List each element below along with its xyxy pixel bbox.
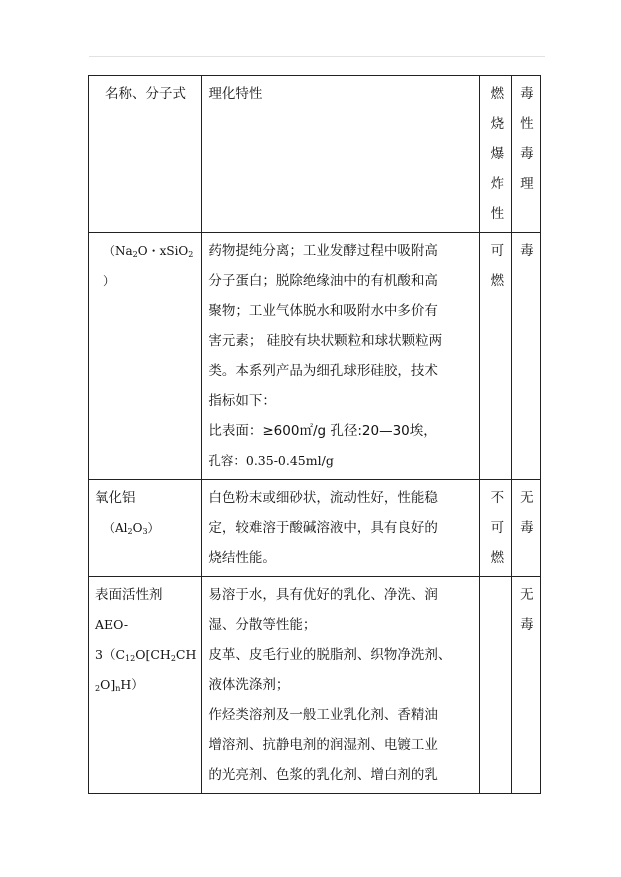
row-name-formula: 表面活性剂 AEO- $3(C_{12}O[CH_2CH$ $_2O]_nH$）: [89, 577, 202, 794]
row-flammability: [480, 577, 512, 794]
chemical-formula: $(Al_2O_3)$: [103, 521, 160, 536]
header-flammability: 燃烧 爆炸 性: [480, 76, 512, 233]
row-name-formula: （$Na_2O$・xSiO$_2$ ）: [89, 233, 202, 480]
table-row: [89, 577, 541, 794]
header-property: 理化特性: [202, 76, 480, 233]
header-name-formula: 名称、分子式: [89, 76, 202, 233]
table-row: [89, 233, 541, 480]
row-property: 药物提纯分离；工业发酵过程中吸附高 分子蛋白；脱除绝缘油中的有机酸和高 聚物；工业气体脱水和吸附水中多价有 害元素； 硅胶有块状颗粒和球状颗粒两 类。本系列产品为细孔球形硅胶，技术 指标如下： 比表面：≥600㎡/g 孔径:20—30埃， 孔容：0.35-0.45ml/g: [202, 233, 480, 480]
chemical-formula: （$Na_2O$・xSiO$_2$: [103, 244, 194, 259]
table-header-row: [89, 76, 541, 233]
chemical-properties-table: [88, 75, 541, 794]
row-flammability: 可 燃: [480, 233, 512, 480]
header-toxicity: 毒 性 毒 理: [512, 76, 541, 233]
row-property: 白色粉末或细砂状，流动性好，性能稳 定，较难溶于酸碱溶液中，具有良好的 烧结性能。: [202, 480, 480, 577]
row-name-formula: 氧化铝 $(Al_2O_3)$: [89, 480, 202, 577]
row-property: 易溶于水，具有优好的乳化、净洗、润 湿、分散等性能； 皮革、皮毛行业的脱脂剂、织物净洗剂、 液体洗涤剂； 作烃类溶剂及一般工业乳化剂、香精油 增溶剂、抗静电剂的润湿剂、电镀工业 的光亮剂、色浆的乳化剂、增白剂的乳: [202, 577, 480, 794]
row-toxicity: 无 毒: [512, 480, 541, 577]
page-header-rule: [89, 56, 545, 57]
row-toxicity: 毒: [512, 233, 541, 480]
row-flammability: 不 可 燃: [480, 480, 512, 577]
row-toxicity: 无 毒: [512, 577, 541, 794]
table-row: [89, 480, 541, 577]
chemical-formula: $3(C_{12}O[CH_2CH$: [95, 647, 197, 663]
